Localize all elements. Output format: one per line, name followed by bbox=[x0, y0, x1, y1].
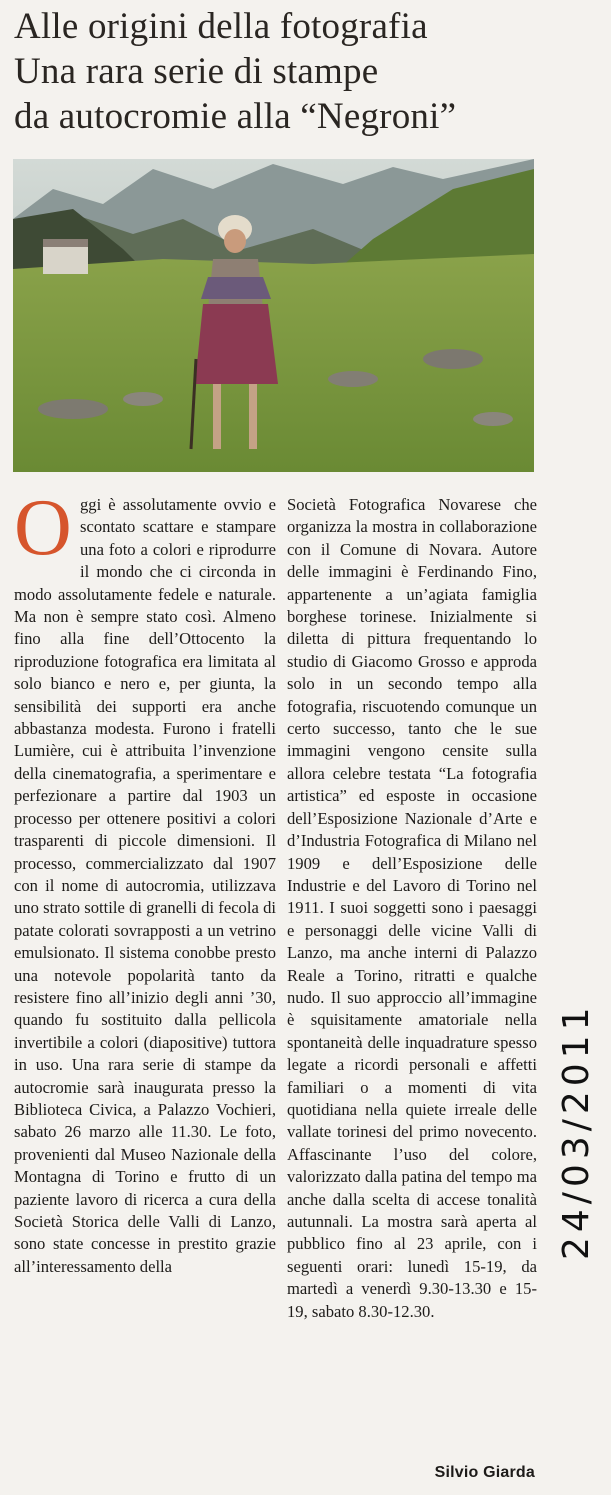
autochrome-photo bbox=[13, 159, 534, 472]
dropcap-letter bbox=[14, 498, 72, 564]
article-column-2 bbox=[287, 494, 537, 1323]
author-signature: Silvio Giarda bbox=[434, 1464, 535, 1481]
article-paragraph-2: Società Fotografica Novarese che organizza la mostra in collaborazione con il Comune di Novara. Autore delle immagini è Ferdinando Fino, appartenente a un’agiata famiglia borghese torinese. Inizialmente si diletta di pittura frequentando lo studio di Giacomo Grosso e approda solo in un secondo tempo alla fotografia, riscuotendo comunque un certo successo, tanto che le sue immagini vengono censite sulla allora celebre testata “La fotografia artistica” ed esposte in occasione dell’Esposizione Nazionale d’Arte e d’Industria Fotografica di Milano nel 1909 e dell’Esposizione delle Industrie e del Lavoro di Torino nel 1911. I suoi soggetti sono i paesaggi e personaggi delle vicine Valli di Lanzo, ma anche interni di Palazzo Reale a Torino, ritratti e qualche nudo. Il suo approccio all’immagine è squisitamente amatoriale nella spontaneità delle inquadrature spesso legate a ricordi personali e affetti familiari o a momenti di vita quotidiana nella quiete irreale delle vallate torinesi del primo novecento. Affascinante l’uso del colore, valorizzato dalla patina del tempo ma anche dalla scelta di accese tonalità autunnali. La mostra sarà aperta al pubblico fino al 23 aprile, con i seguenti orari: lunedì 15-19, da martedì a venerdì 9.30-13.30 e 15-19, sabato 8.30-12.30. bbox=[287, 495, 537, 1321]
headline-line-1: Alle origini della fotografia bbox=[14, 6, 428, 47]
headline-line-2: Una rara serie di stampe bbox=[14, 51, 379, 92]
article-paragraph-1: ggi è assolutamente ovvio e scontato scattare e stampare una foto a colori e riprodurre il mondo che ci circonda in modo assolutamente fedele e naturale. Ma non è sempre stato così. Almeno fino alla fine dell’Ottocento la riproduzione fotografica era limitata al solo bianco e nero e, per giunta, la sensibilità dei supporti era anche abbastanza modesta. Furono i fratelli Lumière, cui è attribuita l’invenzione della cinematografia, a sperimentare e perfezionare a partire dal 1903 un processo per ottenere positivi a colori trasparenti di piccole dimensioni. Il processo, commercializzato dal 1907 con il nome di autocromia, utilizzava uno strato sottile di granelli di fecola di patate colorati sovrapposti a un vetrino emulsionato. Il sistema conobbe presto una notevole popolarità tanto da resistere fino all’inizio degli anni ’30, quando fu sostituito dalla pellicola invertibile a colori (diapositive) tuttora in uso. Una rara serie di stampe da autocromie sarà inaugurata presso la Biblioteca Civica, a Palazzo Vochieri, sabato 26 marzo alle 11.30. Le foto, provenienti dal Museo Nazionale della Montagna di Torino e frutto di un paziente lavoro di ricerca a cura della Società Storica delle Valli di Lanzo, sono state concesse in prestito grazie all’interessamento della bbox=[14, 495, 276, 1276]
photo-illustration bbox=[13, 159, 534, 472]
headline-line-3: da autocromie alla “Negroni” bbox=[14, 96, 457, 137]
handwritten-date: 24/03/2011 bbox=[556, 1002, 597, 1260]
article-column-1 bbox=[14, 494, 276, 1278]
article-headline bbox=[14, 4, 574, 139]
dropcap-glyph: O bbox=[14, 498, 72, 564]
